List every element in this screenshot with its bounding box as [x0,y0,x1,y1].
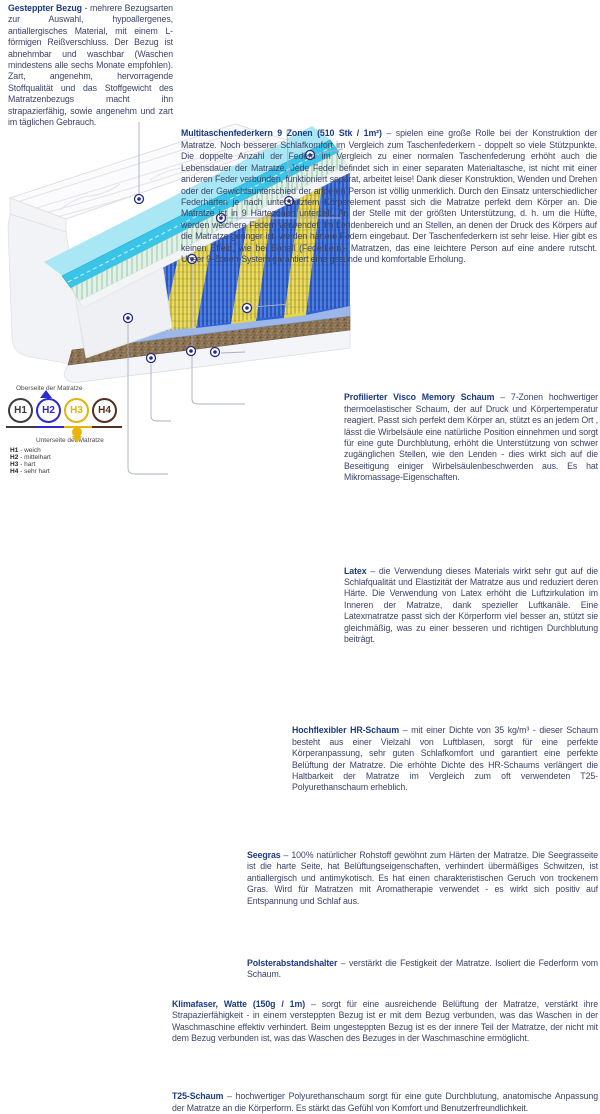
heading-separator: – [337,957,349,968]
soft-side-arrow-icon [40,390,52,398]
heading-separator: – [305,998,322,1009]
paragraph-body: hochwertiger Polyurethanschaum sorgt für eine gute Durchblutung, anatomische Anpassung der Matratze an die Körperform. Es stärkt das Gefühl von Komfort und Benutzerfreundlichkeit. [172,1091,598,1113]
paragraph-body: mit einer Dichte von 35 kg/m³ - dieser Schaum besteht aus einer Vielzahl von Luftblasen, sorgt für eine perfekte Körperanpassung, sehr guten Schlafkomfort und garantiert eine perfekte Belüftung der Matratze. Die erhöhte Dichte des HR-Schaums verlängert die Haltbarkeit der Matratze im Vergleich zum oft verwendeten T25-Polyurethanschaum erheblich. [292,725,599,793]
zone-baseline-h1 [6,426,36,428]
zone-baseline-h4 [92,426,122,428]
paragraph-body: verstärkt die Festigkeit der Matratze. Isoliert die Federform vom Schaum. [247,957,599,980]
hardness-zone-h2: H2 [36,398,61,423]
paragraph-body: spielen eine große Rolle bei der Konstruktion der Matratze. Noch besserer Schlafkomfort im Vergleich zum Taschenfederkern - doppelt so viele Stützpunkte. Die doppelte Anzahl der Federn im Vergleich zu einer normalen Taschenfederung erhöht auch die Lebensdauer der Matratze. Jede Feder befindet sich in einer separaten Materialtasche, ist nicht mit einer anderen Feder verbunden, funktioniert separat, arbeitet leise! Dank dieser Konstruktion, Wenden und Drehen oder der Gewichtsunterschied der anderen Person ist völlig unmerklich. Durch den Einsatz unterschiedlicher Federhärten je nach unterstütztem Körperelement passt sich die Matratze perfekt dem Körper an. Die Matratze ist in 9 Härtezonen unterteilt. An der Stelle mit der größten Unterstützung, d. h. um die Hüfte, werden weichere Federn verwendet. Im Lendenbereich und an Stellen, an denen der Druck des Körpers auf die Matratze geringer ist, werden härtere Federn eingebaut. Der Taschenfederkern ist sehr leise. Hier gibt es keinen Effekt, wie bei Bonell (Federkern)- Matratzen, das eine leichtere Person auf eine andere rutscht. Unser 9-Zonen-System garantiert eine gesunde und komfortable Erholung. [181,128,598,264]
hardness-zone-h1: H1 [8,398,33,423]
paragraph-polsterabstandshalter [247,958,598,981]
paragraph-heading: Multitaschenfederkern 9 Zonen (510 Stk / 1m²) [181,128,382,139]
paragraph-body: die Verwendung dieses Materials wirkt sehr gut auf die Schlafqualität und Elastizität der Matratze aus und reduziert deren Härte. Die Verwendung von Latex erhöht die Luftzirkulation im Inneren der Matratze, dank spezieller Luftkanäle. Eine Latexmatratze passt sich der Körperform viel besser an, stützt sie gleichmäßig, was zu einer besseren und richtigen Durchblutung beiträgt. [344,565,599,645]
paragraph-heading: Polsterabstandshalter [247,957,338,968]
paragraph-body: 7-Zonen hochwertiger thermoelastischer Schaum, der auf Druck und Körpertemperatur reagiert. Passt sich perfekt dem Körper an, stützt es an jedem Ort , lässt die Wirbelsäule eine natürliche Position einnehmen und sorgt für eine gute Durchblutung, erhöht die Unterstützung von schwer zugänglichen Stellen, wie den Lenden - dies wirkt sich auf die Beseitigung einiger Wirbelsäulenbeschwerden aus. Es hat Mikromassage-Eigenschaften. [344,392,598,483]
paragraph-hr-schaum [292,725,598,793]
heading-separator: – [366,565,379,576]
heading-separator: – [381,128,396,139]
bottom-side-label: Unterseite der Matratze [36,437,104,444]
legend-item-h3: H3 - hart [10,461,36,468]
marker-dot-base-edge [187,347,196,356]
heading-separator: – [280,849,292,860]
paragraph-t25-schaum [172,1091,598,1114]
paragraph-latex [344,566,598,646]
marker-dot-klimafaser [147,354,156,363]
paragraph-klimafaser [172,999,598,1045]
paragraph-body: sorgt für eine ausreichende Belüftung der Matratze, verstärkt ihre Strapazierfähigkeit - in einem versteppten Bezug ist er mit dem Bezug verbunden, was das Waschen in der Waschmaschine effektiv verhindert. Beim ungesteppten Bezug ist es der innere Teil der Matratze, der nicht mit dem Bezug verbunden ist, was das Waschen des Bezuges in der Waschmaschine ermöglicht. [172,998,598,1043]
heading-separator: - [81,3,91,13]
marker-dot-t25 [124,314,133,323]
top-side-label: Oberseite der Matratze [16,385,83,392]
legend-item-h1: H1 - weich [10,447,41,454]
paragraph-body: 100% natürlicher Rohstoff gewöhnt zum Härten der Matratze. Die Seegrasseite ist die harte Seite, hat Belüftungseigenschaften, verhindert übermäßiges Schwitzen, ist antiallergisch und antimykotisch. Es hat einen charakteristischen Geruch von trockenem Gras. Wird für Matratzen mit Aromatherapie verwendet - es wirkt sich positiv auf Entspannung und Schlaf aus. [247,849,598,906]
heading-separator: – [494,392,511,403]
paragraph-multitaschenfederkern [181,128,597,265]
paragraph-visco-memory-schaum [344,392,598,483]
paragraph-body: mehrere Bezugsarten zur Auswahl, hypoallergenes, antiallergisches Material, mit einem L-förmigen Reißverschluss. Der Bezug ist abnehmbar und waschbar (Waschen mindestens alle sechs Monate empfohlen). Zart, angenehm, hervorragende Stoffqualität und das Stoffgewicht des Matratzenbezugs macht ihn strapazierfähig, sowie angenehm und zart im täglichen Gebrauch. [8,3,173,128]
paragraph-heading: T25-Schaum [172,1091,224,1102]
paragraph-heading: Gesteppter Bezug [8,3,82,13]
paragraph-heading: Profilierter Visco Memory Schaum [344,392,495,403]
paragraph-gesteppter-bezug [8,3,173,128]
paragraph-heading: Hochflexibler HR-Schaum [292,725,400,736]
firm-side-pin-tail-icon [72,436,82,443]
heading-separator: – [399,725,412,736]
marker-dot-hr-foam [243,304,252,313]
legend-item-h4: H4 - sehr hart [10,468,50,475]
paragraph-heading: Seegras [247,849,281,860]
legend-item-h2: H2 - mittelhart [10,454,51,461]
marker-dot-cover [135,195,144,204]
paragraph-heading: Klimafaser, Watte (150g / 1m) [172,998,306,1009]
zone-baseline-h2 [36,426,64,428]
marker-dot-seagrass [211,348,220,357]
paragraph-seegras [247,850,598,907]
hardness-zone-h4: H4 [92,398,117,423]
hardness-zone-h3: H3 [64,398,89,423]
paragraph-heading: Latex [344,565,367,576]
heading-separator: – [223,1091,236,1102]
